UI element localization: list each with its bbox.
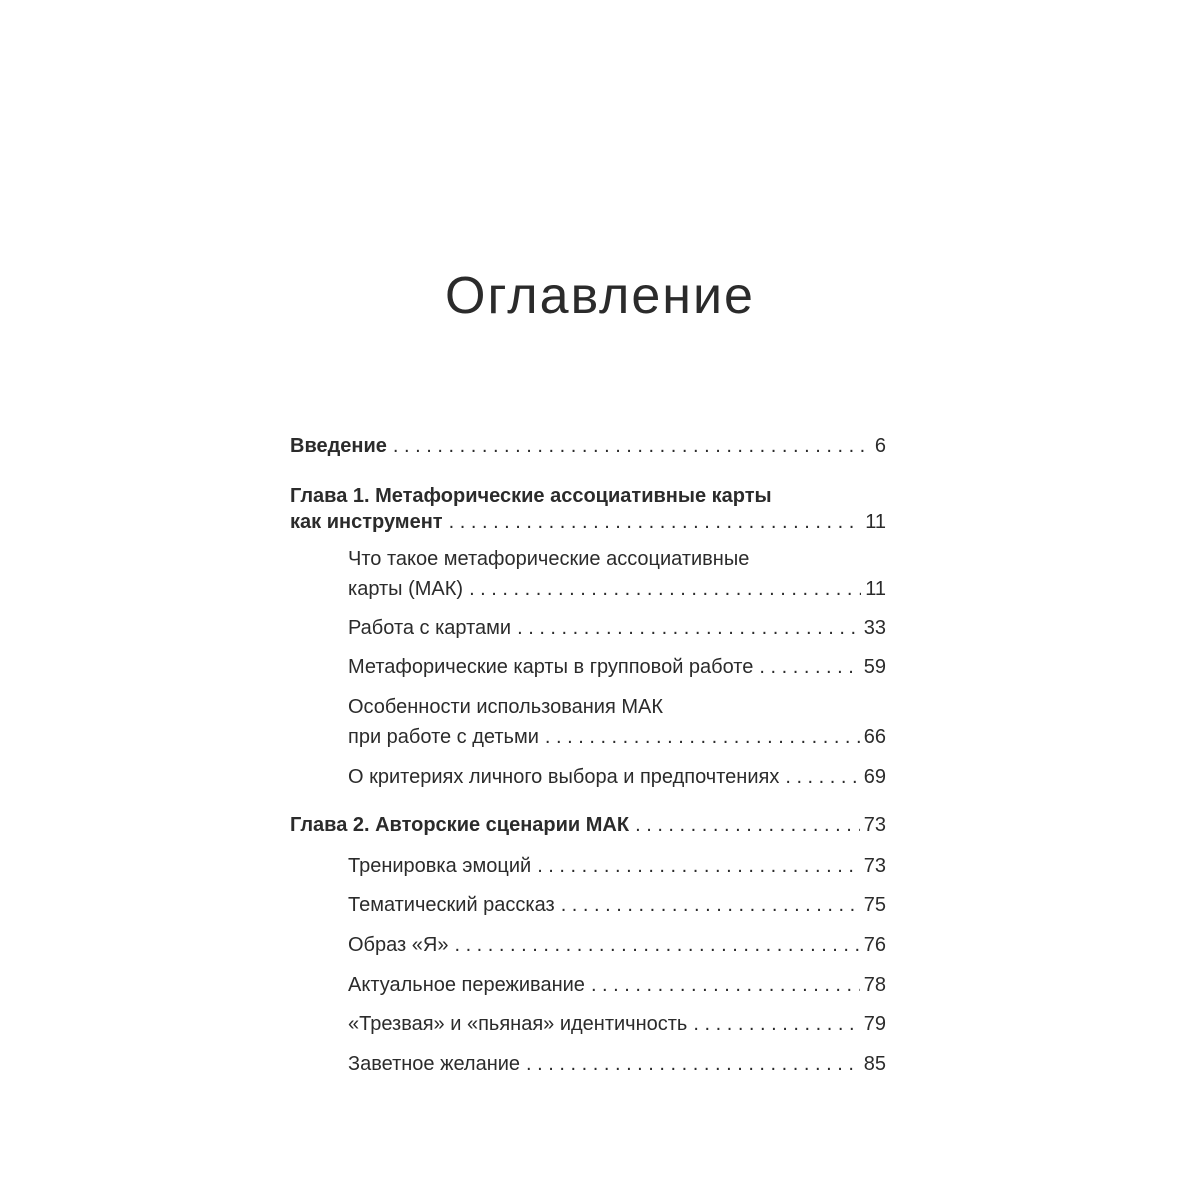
- toc-entry-section[interactable]: [290, 691, 886, 753]
- toc-page-number: 69: [863, 766, 886, 788]
- toc-entry-section[interactable]: [290, 1008, 886, 1040]
- dot-leader: [693, 1008, 859, 1040]
- toc-entry-chapter-1[interactable]: [290, 480, 886, 538]
- toc-entry-chapter-2[interactable]: [290, 809, 886, 841]
- dot-leader: [469, 573, 861, 605]
- toc-page-number: 76: [863, 934, 886, 956]
- dot-leader: [635, 809, 860, 841]
- toc-page-number: 6: [874, 435, 886, 457]
- toc-entry-title: Заветное желание: [348, 1053, 521, 1075]
- toc-entry-section[interactable]: [290, 1048, 886, 1080]
- toc-page-number: 85: [863, 1053, 886, 1075]
- toc-entry-title: Глава 1. Метафорические ассоциативные карты: [290, 485, 772, 507]
- toc-entry-section[interactable]: [290, 889, 886, 921]
- dot-leader: [561, 889, 860, 921]
- toc-page-number: 73: [863, 814, 886, 836]
- dot-leader: [785, 761, 859, 793]
- toc-entry-title-continued: как инструмент: [290, 511, 443, 533]
- dot-leader: [591, 969, 860, 1001]
- toc-entry-title: Введение: [290, 435, 387, 457]
- toc-entry-title: Особенности использования МАК: [348, 696, 663, 718]
- toc-entry-title: Тренировка эмоций: [348, 855, 532, 877]
- dot-leader: [393, 430, 871, 462]
- toc-entry-section[interactable]: [290, 969, 886, 1001]
- toc-entry-title: Что такое метафорические ассоциативные: [348, 548, 750, 570]
- toc-page-number: 66: [863, 726, 886, 748]
- toc-entry-section[interactable]: [290, 761, 886, 793]
- toc-page-number: 75: [863, 894, 886, 916]
- toc-entry-title: О критериях личного выбора и предпочтениях: [348, 766, 780, 788]
- toc-page-number: 79: [863, 1013, 886, 1035]
- toc-entry-title: Метафорические карты в групповой работе: [348, 656, 754, 678]
- toc-entry-title: Тематический рассказ: [348, 894, 555, 916]
- toc-entry-title: Актуальное переживание: [348, 974, 585, 996]
- toc-entry-section[interactable]: [290, 929, 886, 961]
- dot-leader: [517, 612, 860, 644]
- dot-leader: [526, 1048, 860, 1080]
- dot-leader: [449, 506, 862, 538]
- dot-leader: [545, 721, 860, 753]
- dot-leader: [454, 929, 859, 961]
- toc-page-number: 73: [863, 855, 886, 877]
- toc-entry-title: Работа с картами: [348, 617, 512, 639]
- toc-entry-title-continued: при работе с детьми: [348, 726, 539, 748]
- toc-entry-title-continued: карты (МАК): [348, 578, 464, 600]
- dot-leader: [759, 651, 859, 683]
- toc-entry-section[interactable]: [290, 651, 886, 683]
- toc-entry-section[interactable]: [290, 612, 886, 644]
- toc-entry-title: «Трезвая» и «пьяная» идентичность: [348, 1013, 688, 1035]
- toc-entry-title: Глава 2. Авторские сценарии МАК: [290, 814, 630, 836]
- toc-page-number: 11: [865, 578, 886, 600]
- dot-leader: [537, 850, 860, 882]
- toc-entry-introduction[interactable]: [290, 430, 886, 462]
- toc-page-number: 78: [863, 974, 886, 996]
- toc-entry-title: Образ «Я»: [348, 934, 449, 956]
- toc-page-number: 11: [865, 511, 886, 533]
- toc-entry-section[interactable]: [290, 543, 886, 605]
- toc-entry-section[interactable]: [290, 850, 886, 882]
- toc-page-number: 59: [863, 656, 886, 678]
- page-title: Оглавление: [445, 267, 755, 325]
- toc-page-number: 33: [863, 617, 886, 639]
